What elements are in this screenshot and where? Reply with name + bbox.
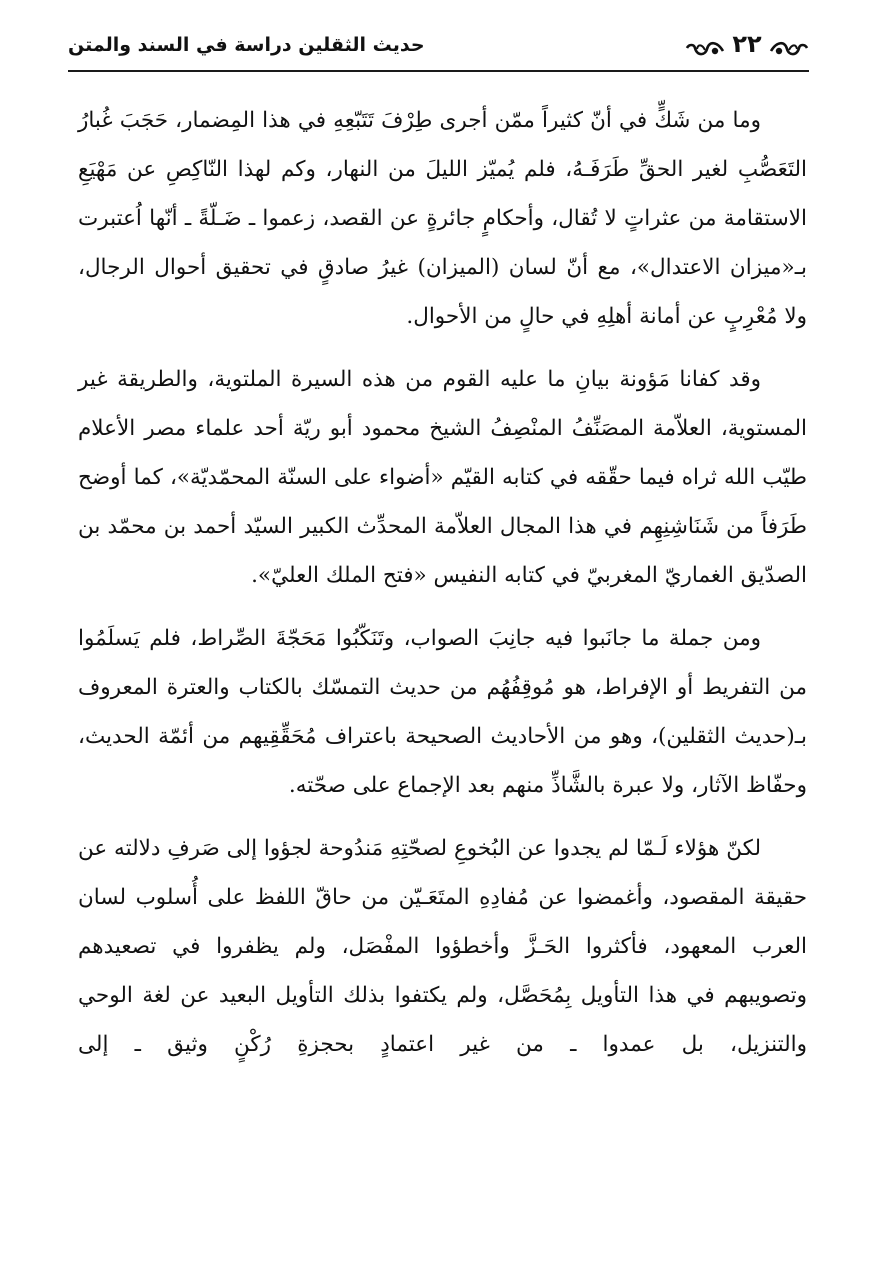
paragraph-2: وقد كفانا مَؤونة بيانِ ما عليه القوم من هذه السيرة الملتوية، والطريقة غير المستوية، العلاّمة المصَنِّفُ المنْصِفُ الشيخ محمود أبو ريّة أحد علماء مصر الأعلام طيّب الله ثراه فيما حقّقه في كتابه القيّم «أضواء على السنّة المحمّديّة»، كما أوضح طَرَفاً من شَنَاشِنِهِم في هذا المجال العلاّمة المحدِّث الكبير السيّد أحمد بن محمّد بن الصدّيق الغماريّ المغربيّ في كتابه النفيس «فتح الملك العليّ». xyxy=(78,367,807,588)
decorative-swirl-icon xyxy=(769,38,809,60)
paragraph-1: وما من شَكٍّ في أنّ كثيراً ممّن أجرى طِرْفَ تَتَبّعِهِ في هذا المِضمار، حَجَبَ غُبارُ التَعَصُّبِ لغير الحقِّ طَرَفَـهُ، فلم يُميّز الليلَ من النهار، وكم لهذا النّاكِصِ عن مَهْيَعِ الاستقامة من عثراتٍ لا تُقال، وأحكامٍ جائرةٍ عن القصد، زعموا ـ ضَـلّةً ـ أنّها اُعتبرت بـ«ميزان الاعتدال»، مع أنّ لسان (الميزان) غيرُ صادقٍ في تحقيق أحوال الرجال، ولا مُعْرِبٍ عن أمانة أهلِهِ في حالٍ من الأحوال. xyxy=(78,108,807,329)
running-header xyxy=(68,30,809,72)
paragraph-3: ومن جملة ما جانَبوا فيه جانِبَ الصواب، وتَنَكّبُوا مَحَجّةَ الصِّراط، فلم يَسلَمُوا من التفريط أو الإفراط، هو مُوقِفُهُم من حديث التمسّك بالكتاب والعترة المعروف بـ(حديث الثقلين)، وهو من الأحاديث الصحيحة باعتراف مُحَقِّقِيهم من أئمّة الحديث، وحفّاظ الآثار، ولا عبرة بالشَّاذِّ منهم بعد الإجماع على صحّته. xyxy=(78,626,807,798)
running-title: حديث الثقلين دراسة في السند والمتن xyxy=(68,34,425,56)
paragraph-4: لكنّ هؤلاء لَـمّا لم يجدوا عن البُخوعِ لصحّتِهِ مَندُوحة لجؤوا إلى صَرفِ دلالته عن حقيقة المقصود، وأغمضوا عن مُفادِهِ المتَعَـيّن من حاقّ اللفظ على أُسلوب لسان العرب المعهود، فأكثروا الحَـزَّ وأخطؤوا المفْصَل، ولم يظفروا في تصعيدهم وتصويبهم في هذا التأويل بِمُحَصَّل، ولم يكتفوا بذلك التأويل البعيد عن لغة الوحي والتنزيل، بل عمدوا ـ من غير اعتمادٍ بحجزةِ رُكْنٍ وثيق ـ إلى xyxy=(78,836,807,1057)
page-number: ٢٢ xyxy=(732,30,762,58)
decorative-swirl-icon xyxy=(685,38,725,60)
main-text xyxy=(78,96,807,1069)
page-number-group xyxy=(679,32,809,62)
